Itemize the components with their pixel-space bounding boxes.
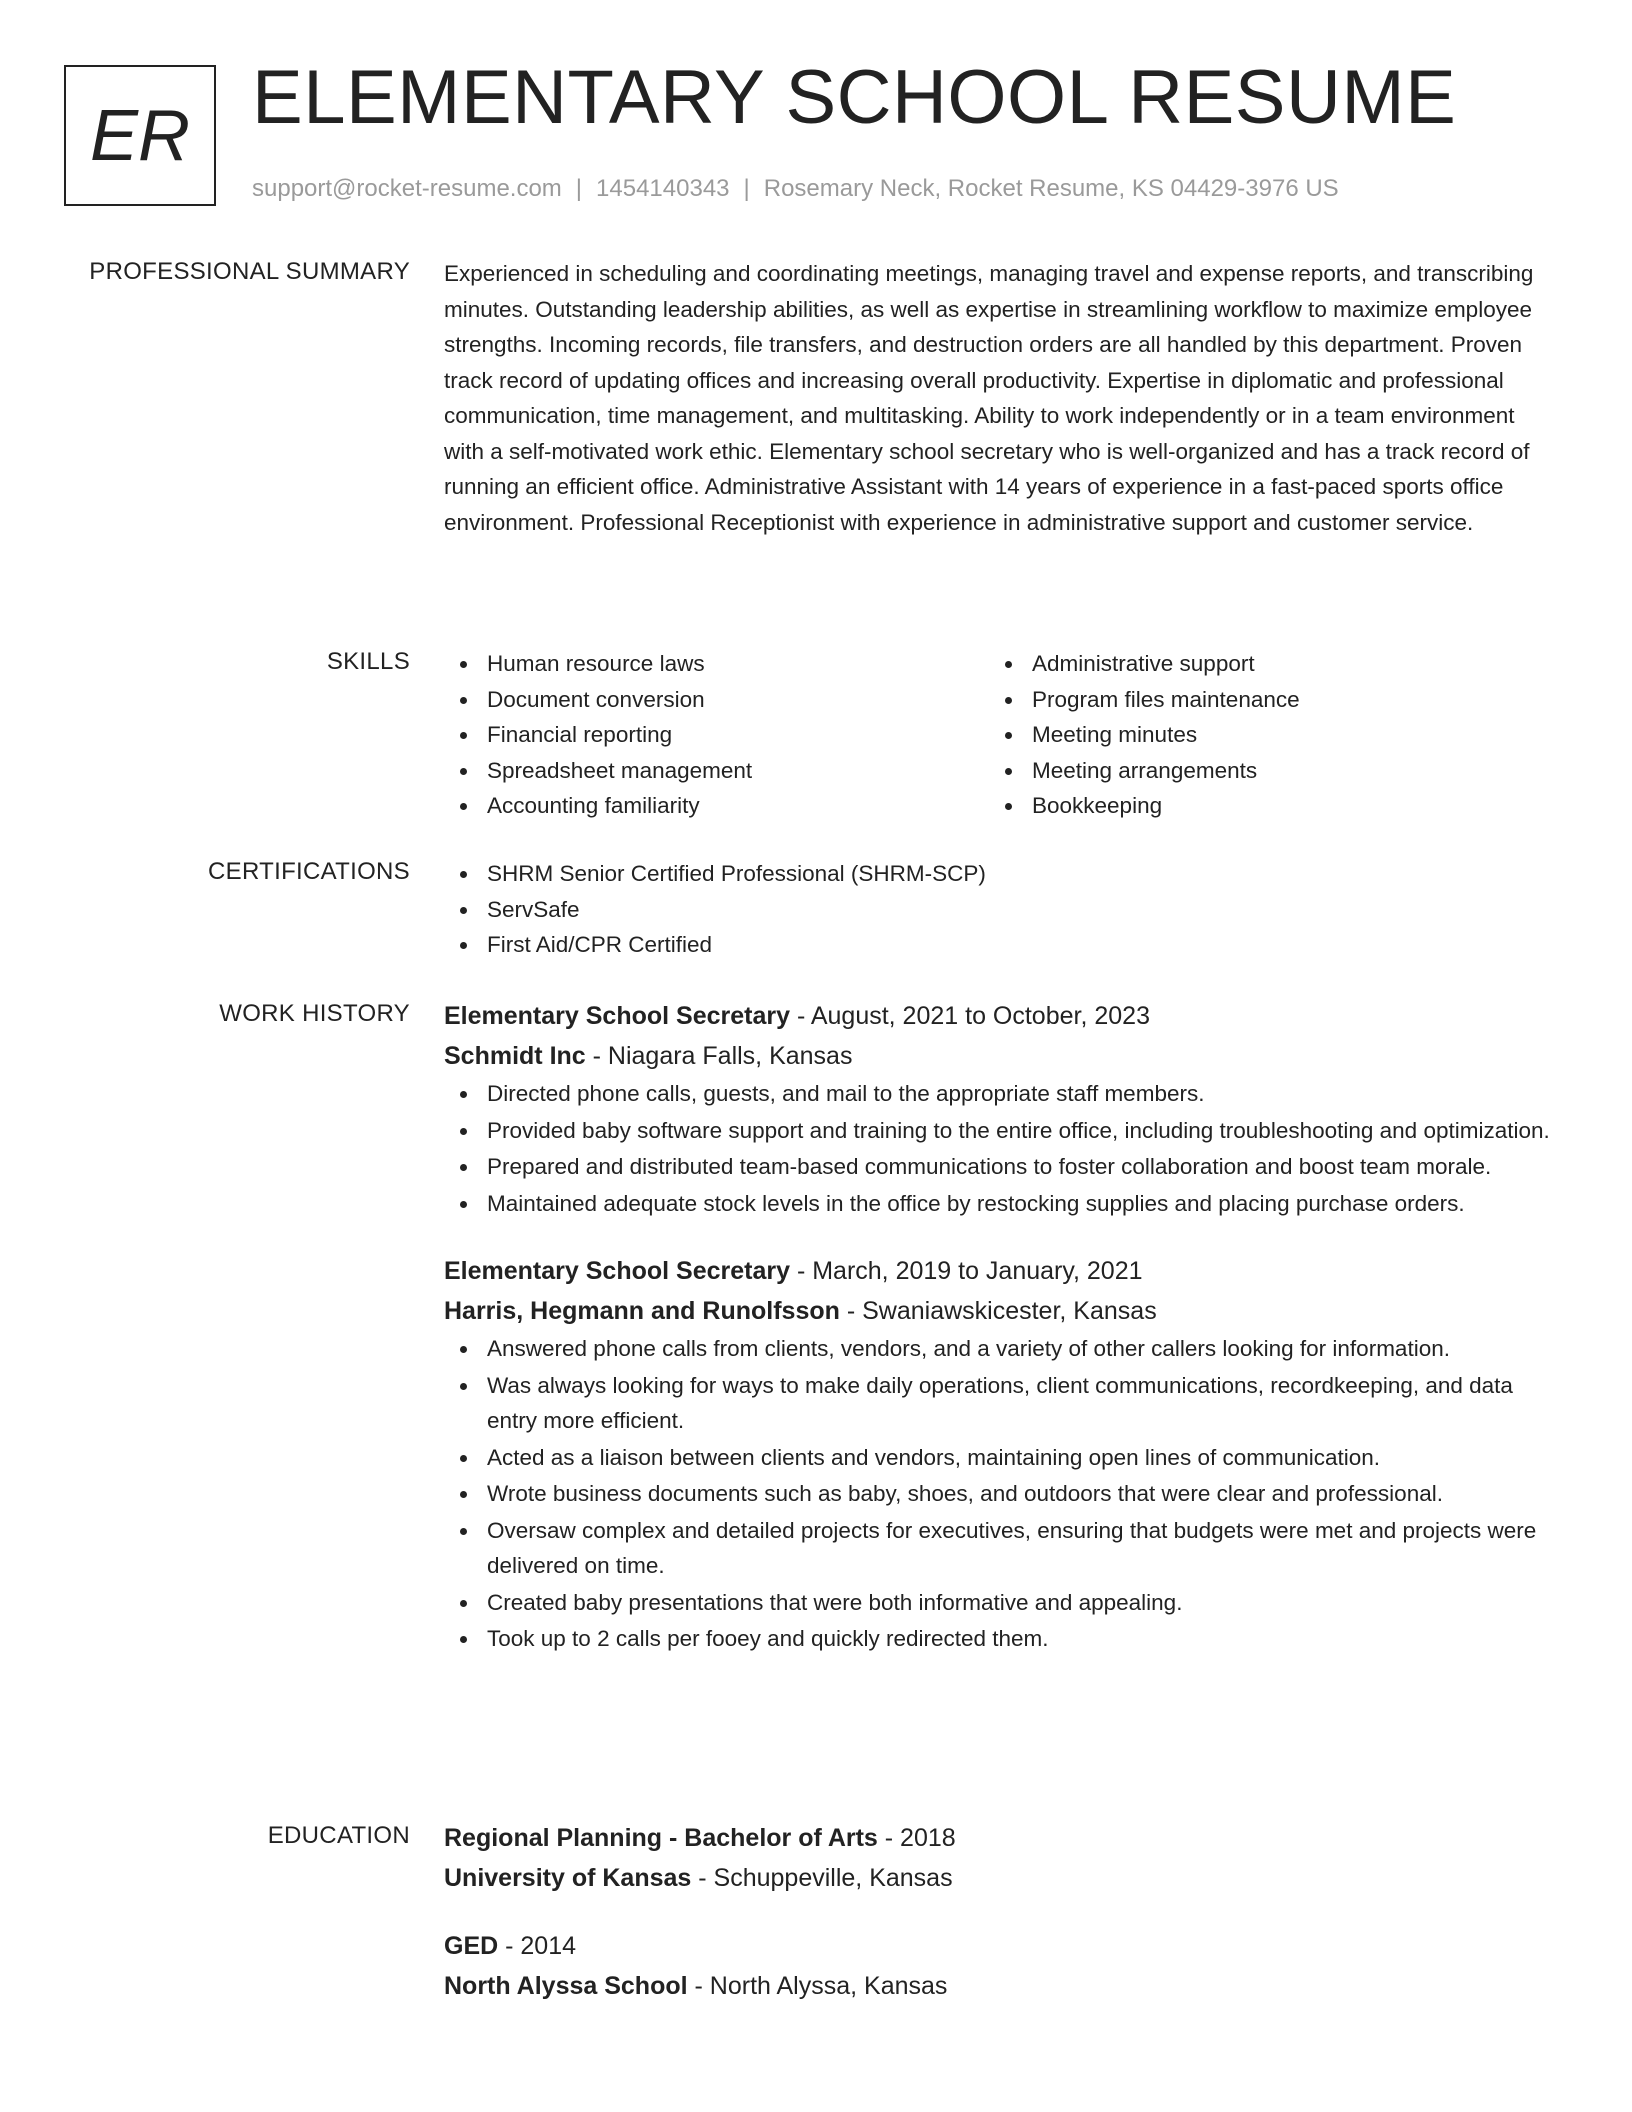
job-title-line bbox=[444, 996, 1554, 1036]
job-bullets bbox=[444, 1076, 1554, 1221]
job-bullet: Wrote business documents such as baby, shoes, and outdoors that were clear and professional. bbox=[444, 1476, 1554, 1512]
education-school-line bbox=[444, 1858, 1554, 1898]
job-company-line bbox=[444, 1036, 1554, 1076]
job-title-line bbox=[444, 1251, 1554, 1291]
job-bullet: Created baby presentations that were both informative and appealing. bbox=[444, 1585, 1554, 1621]
job-bullet: Took up to 2 calls per fooey and quickly redirected them. bbox=[444, 1621, 1554, 1657]
education-entry bbox=[444, 1818, 1554, 1898]
skills-column-1 bbox=[444, 646, 989, 824]
skill-item: Administrative support bbox=[989, 646, 1534, 682]
job-title: Elementary School Secretary bbox=[444, 1257, 790, 1285]
job-location: - Swaniawskicester, Kansas bbox=[839, 1297, 1157, 1325]
work-history-body bbox=[444, 996, 1554, 1658]
resume-title: ELEMENTARY SCHOOL RESUME bbox=[252, 55, 1457, 140]
certification-item: First Aid/CPR Certified bbox=[444, 927, 1554, 963]
job-bullet: Oversaw complex and detailed projects for executives, ensuring that budgets were met and projects were delivered on time. bbox=[444, 1513, 1554, 1584]
summary-text: Experienced in scheduling and coordinating meetings, managing travel and expense reports, and transcribing minutes. Outstanding leadership abilities, as well as expertise in streamlining workflow to maximize employee strengths. Incoming records, file transfers, and destruction orders are all handled by this department. Proven track record of updating offices and increasing overall productivity. Expertise in diplomatic and professional communication, time management, and multitasking. Ability to work independently or in a team environment with a self-motivated work ethic. Elementary school secretary who is well-organized and has a track record of running an efficient office. Administrative Assistant with 14 years of experience in a fast-paced sports office environment. Professional Receptionist with experience in administrative support and customer service. bbox=[444, 261, 1534, 535]
job-bullet: Was always looking for ways to make daily operations, client communications, recordkeeping, and data entry more efficient. bbox=[444, 1368, 1554, 1439]
skill-item: Accounting familiarity bbox=[444, 788, 989, 824]
job-company: Harris, Hegmann and Runolfsson bbox=[444, 1297, 840, 1325]
job-bullet: Directed phone calls, guests, and mail to the appropriate staff members. bbox=[444, 1076, 1554, 1112]
education-degree-line bbox=[444, 1926, 1554, 1966]
certifications-list bbox=[444, 856, 1554, 963]
contact-email[interactable]: support@rocket-resume.com bbox=[252, 175, 562, 202]
education-degree: GED bbox=[444, 1932, 499, 1960]
contact-address: Rosemary Neck, Rocket Resume, KS 04429-3976 US bbox=[763, 175, 1339, 202]
summary-body bbox=[444, 256, 1554, 540]
skill-item: Spreadsheet management bbox=[444, 753, 989, 789]
section-label-work-history: WORK HISTORY bbox=[219, 1000, 410, 1027]
education-school-line bbox=[444, 1966, 1554, 2006]
skills-body bbox=[444, 646, 1554, 824]
skill-item: Bookkeeping bbox=[989, 788, 1534, 824]
education-location: - Schuppeville, Kansas bbox=[691, 1864, 953, 1892]
contact-line bbox=[252, 175, 1339, 203]
job-entry bbox=[444, 996, 1554, 1221]
skills-column-2 bbox=[989, 646, 1534, 824]
certifications-body bbox=[444, 856, 1554, 963]
education-year: - 2014 bbox=[498, 1932, 577, 1960]
contact-separator: | bbox=[575, 175, 583, 202]
job-dates: - August, 2021 to October, 2023 bbox=[790, 1002, 1150, 1030]
section-label-summary: PROFESSIONAL SUMMARY bbox=[89, 258, 410, 285]
education-school: University of Kansas bbox=[444, 1864, 692, 1892]
monogram-box bbox=[64, 65, 216, 206]
job-bullet: Answered phone calls from clients, vendors, and a variety of other callers looking for information. bbox=[444, 1331, 1554, 1367]
education-body bbox=[444, 1818, 1554, 2006]
job-company-line bbox=[444, 1291, 1554, 1331]
job-company: Schmidt Inc bbox=[444, 1042, 586, 1070]
skill-item: Meeting arrangements bbox=[989, 753, 1534, 789]
job-entry bbox=[444, 1251, 1554, 1657]
contact-phone[interactable]: 1454140343 bbox=[596, 175, 730, 202]
contact-separator: | bbox=[743, 175, 750, 202]
skill-item: Human resource laws bbox=[444, 646, 989, 682]
skill-item: Document conversion bbox=[444, 682, 989, 718]
section-label-education: EDUCATION bbox=[267, 1822, 410, 1849]
job-bullets bbox=[444, 1331, 1554, 1657]
section-label-skills: SKILLS bbox=[326, 648, 410, 675]
education-school: North Alyssa School bbox=[444, 1972, 688, 2000]
job-bullet: Prepared and distributed team-based communications to foster collaboration and boost team morale. bbox=[444, 1149, 1554, 1185]
skill-item: Meeting minutes bbox=[989, 717, 1534, 753]
certification-item: ServSafe bbox=[444, 892, 1554, 928]
education-entry bbox=[444, 1926, 1554, 2006]
certification-item: SHRM Senior Certified Professional (SHRM-SCP) bbox=[444, 856, 1554, 892]
skill-item: Program files maintenance bbox=[989, 682, 1534, 718]
education-degree-line bbox=[444, 1818, 1554, 1858]
monogram-initials: ER bbox=[89, 95, 191, 176]
job-bullet: Maintained adequate stock levels in the office by restocking supplies and placing purchase orders. bbox=[444, 1186, 1554, 1222]
education-year: - 2018 bbox=[877, 1824, 956, 1852]
section-label-certifications: CERTIFICATIONS bbox=[208, 858, 410, 885]
skill-item: Financial reporting bbox=[444, 717, 989, 753]
job-dates: - March, 2019 to January, 2021 bbox=[790, 1257, 1143, 1285]
education-degree: Regional Planning - Bachelor of Arts bbox=[444, 1824, 878, 1852]
job-location: - Niagara Falls, Kansas bbox=[585, 1042, 853, 1070]
job-bullet: Acted as a liaison between clients and vendors, maintaining open lines of communication. bbox=[444, 1440, 1554, 1476]
job-bullet: Provided baby software support and training to the entire office, including troubleshooting and optimization. bbox=[444, 1113, 1554, 1149]
job-title: Elementary School Secretary bbox=[444, 1002, 790, 1030]
education-location: - North Alyssa, Kansas bbox=[687, 1972, 948, 2000]
